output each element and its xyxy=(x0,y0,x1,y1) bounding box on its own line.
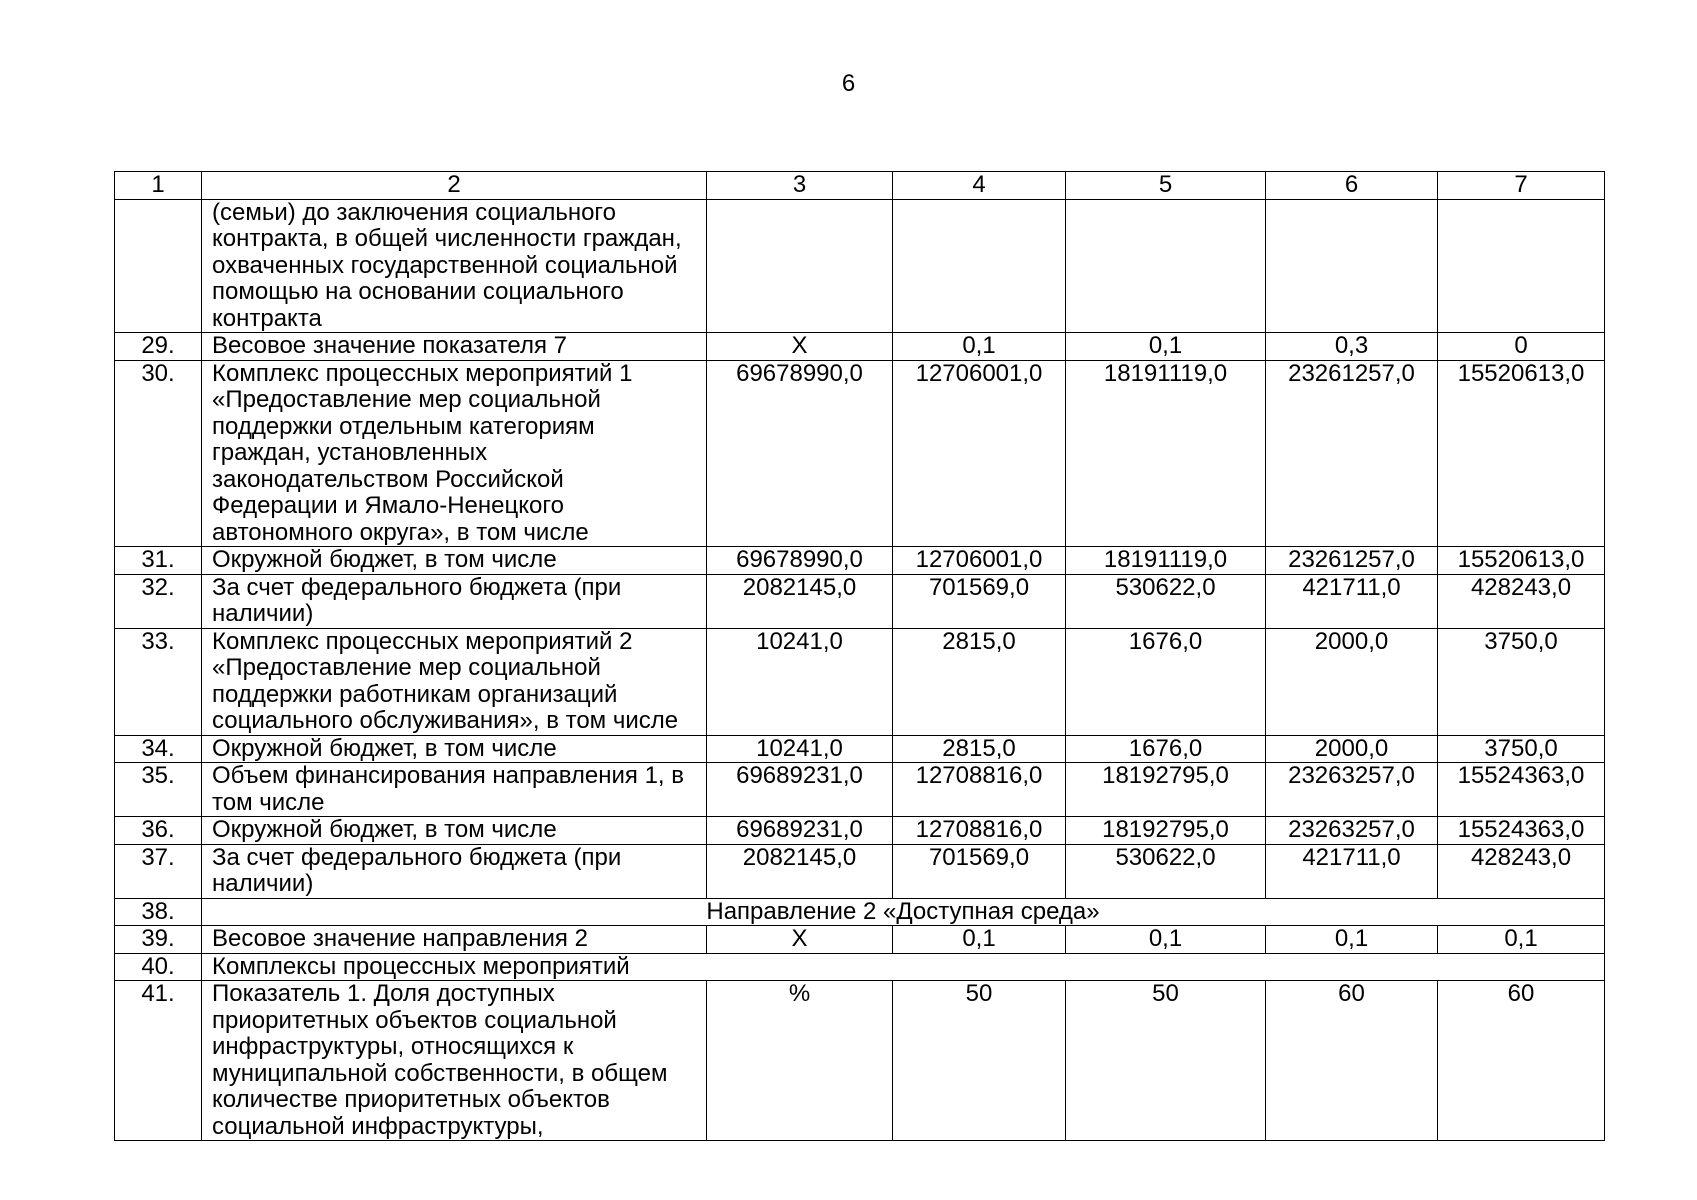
value-cell xyxy=(1066,199,1266,333)
table-header-row xyxy=(115,172,1605,200)
value-cell: 18191119,0 xyxy=(1066,360,1266,547)
table-row xyxy=(115,926,1605,954)
value-cell: 701569,0 xyxy=(893,574,1066,628)
row-number-cell: 33. xyxy=(115,628,202,735)
value-cell: 23263257,0 xyxy=(1266,817,1438,845)
header-cell: 2 xyxy=(202,172,707,200)
table-row xyxy=(115,360,1605,547)
value-cell: 23261257,0 xyxy=(1266,360,1438,547)
table-row xyxy=(115,333,1605,361)
value-cell: 69689231,0 xyxy=(707,817,893,845)
row-text-cell: Окружной бюджет, в том числе xyxy=(202,547,707,575)
value-cell: 2082145,0 xyxy=(707,844,893,898)
value-cell: 12706001,0 xyxy=(893,547,1066,575)
value-cell: % xyxy=(707,981,893,1141)
value-cell: 23263257,0 xyxy=(1266,763,1438,817)
row-number-cell: 40. xyxy=(115,953,202,981)
value-cell: 0,1 xyxy=(893,333,1066,361)
value-cell: 15520613,0 xyxy=(1438,547,1605,575)
value-cell: 18192795,0 xyxy=(1066,763,1266,817)
header-cell: 5 xyxy=(1066,172,1266,200)
subsection-row xyxy=(115,953,1605,981)
value-cell xyxy=(707,199,893,333)
value-cell: 428243,0 xyxy=(1438,844,1605,898)
value-cell: 701569,0 xyxy=(893,844,1066,898)
indicators-table xyxy=(114,171,1605,1141)
row-number-cell: 35. xyxy=(115,763,202,817)
value-cell: 2000,0 xyxy=(1266,735,1438,763)
value-cell: 18192795,0 xyxy=(1066,817,1266,845)
value-cell: 15520613,0 xyxy=(1438,360,1605,547)
value-cell: 421711,0 xyxy=(1266,844,1438,898)
section-heading-cell: Направление 2 «Доступная среда» xyxy=(202,898,1605,926)
value-cell: 2815,0 xyxy=(893,735,1066,763)
value-cell: 0,1 xyxy=(1438,926,1605,954)
row-text-cell: Комплекс процессных мероприятий 2 «Предоставление мер социальной поддержки работникам организаций социального обслуживания», в том числе xyxy=(202,628,707,735)
value-cell xyxy=(1266,199,1438,333)
row-number-cell: 39. xyxy=(115,926,202,954)
row-number-cell xyxy=(115,199,202,333)
value-cell: 2815,0 xyxy=(893,628,1066,735)
table-row xyxy=(115,844,1605,898)
value-cell: 1676,0 xyxy=(1066,628,1266,735)
value-cell: 3750,0 xyxy=(1438,735,1605,763)
row-text-cell: (семьи) до заключения социального контракта, в общей численности граждан, охваченных государственной социальной помощью на основании социального контракта xyxy=(202,199,707,333)
value-cell: 2082145,0 xyxy=(707,574,893,628)
value-cell: 50 xyxy=(893,981,1066,1141)
value-cell: 12706001,0 xyxy=(893,360,1066,547)
row-number-cell: 32. xyxy=(115,574,202,628)
value-cell: 0,1 xyxy=(1066,926,1266,954)
value-cell xyxy=(893,199,1066,333)
header-cell: 4 xyxy=(893,172,1066,200)
row-number-cell: 41. xyxy=(115,981,202,1141)
table-row xyxy=(115,763,1605,817)
row-text-cell: Окружной бюджет, в том числе xyxy=(202,817,707,845)
value-cell xyxy=(1438,199,1605,333)
value-cell: 0,1 xyxy=(1266,926,1438,954)
value-cell: 3750,0 xyxy=(1438,628,1605,735)
table-row xyxy=(115,199,1605,333)
table-row xyxy=(115,547,1605,575)
table-row xyxy=(115,735,1605,763)
value-cell: 15524363,0 xyxy=(1438,817,1605,845)
header-cell: 6 xyxy=(1266,172,1438,200)
value-cell: 15524363,0 xyxy=(1438,763,1605,817)
row-text-cell: Весовое значение направления 2 xyxy=(202,926,707,954)
table-row xyxy=(115,628,1605,735)
row-number-cell: 29. xyxy=(115,333,202,361)
row-number-cell: 36. xyxy=(115,817,202,845)
value-cell: 23261257,0 xyxy=(1266,547,1438,575)
row-text-cell: Объем финансирования направления 1, в том числе xyxy=(202,763,707,817)
row-number-cell: 38. xyxy=(115,898,202,926)
value-cell: 428243,0 xyxy=(1438,574,1605,628)
header-cell: 3 xyxy=(707,172,893,200)
row-text-cell: Весовое значение показателя 7 xyxy=(202,333,707,361)
value-cell: 60 xyxy=(1266,981,1438,1141)
table-row xyxy=(115,574,1605,628)
row-text-cell: Комплекс процессных мероприятий 1 «Предоставление мер социальной поддержки отдельным категориям граждан, установленных законодательством Российской Федерации и Ямало-Ненецкого автономного округа», в том числе xyxy=(202,360,707,547)
value-cell: 12708816,0 xyxy=(893,763,1066,817)
value-cell: 10241,0 xyxy=(707,735,893,763)
value-cell: 12708816,0 xyxy=(893,817,1066,845)
value-cell: 0,1 xyxy=(893,926,1066,954)
value-cell: 69678990,0 xyxy=(707,360,893,547)
table-row xyxy=(115,817,1605,845)
row-number-cell: 31. xyxy=(115,547,202,575)
value-cell: 530622,0 xyxy=(1066,844,1266,898)
row-text-cell: За счет федерального бюджета (при наличии) xyxy=(202,844,707,898)
value-cell: 69678990,0 xyxy=(707,547,893,575)
value-cell: 60 xyxy=(1438,981,1605,1141)
row-number-cell: 34. xyxy=(115,735,202,763)
row-text-cell: Окружной бюджет, в том числе xyxy=(202,735,707,763)
value-cell: 2000,0 xyxy=(1266,628,1438,735)
value-cell: X xyxy=(707,333,893,361)
value-cell: 0,3 xyxy=(1266,333,1438,361)
row-number-cell: 30. xyxy=(115,360,202,547)
row-text-cell: Показатель 1. Доля доступных приоритетных объектов социальной инфраструктуры, относящихся к муниципальной собственности, в общем количестве приоритетных объектов социальной инфраструктуры, xyxy=(202,981,707,1141)
value-cell: 10241,0 xyxy=(707,628,893,735)
row-text-cell: За счет федерального бюджета (при наличии) xyxy=(202,574,707,628)
value-cell: 0 xyxy=(1438,333,1605,361)
header-cell: 1 xyxy=(115,172,202,200)
value-cell: X xyxy=(707,926,893,954)
page-number: 6 xyxy=(841,70,856,97)
value-cell: 0,1 xyxy=(1066,333,1266,361)
header-cell: 7 xyxy=(1438,172,1605,200)
value-cell: 69689231,0 xyxy=(707,763,893,817)
value-cell: 50 xyxy=(1066,981,1266,1141)
value-cell: 18191119,0 xyxy=(1066,547,1266,575)
value-cell: 530622,0 xyxy=(1066,574,1266,628)
section-heading-row xyxy=(115,898,1605,926)
table-row xyxy=(115,981,1605,1141)
subsection-text-cell: Комплексы процессных мероприятий xyxy=(202,953,1605,981)
value-cell: 421711,0 xyxy=(1266,574,1438,628)
value-cell: 1676,0 xyxy=(1066,735,1266,763)
row-number-cell: 37. xyxy=(115,844,202,898)
